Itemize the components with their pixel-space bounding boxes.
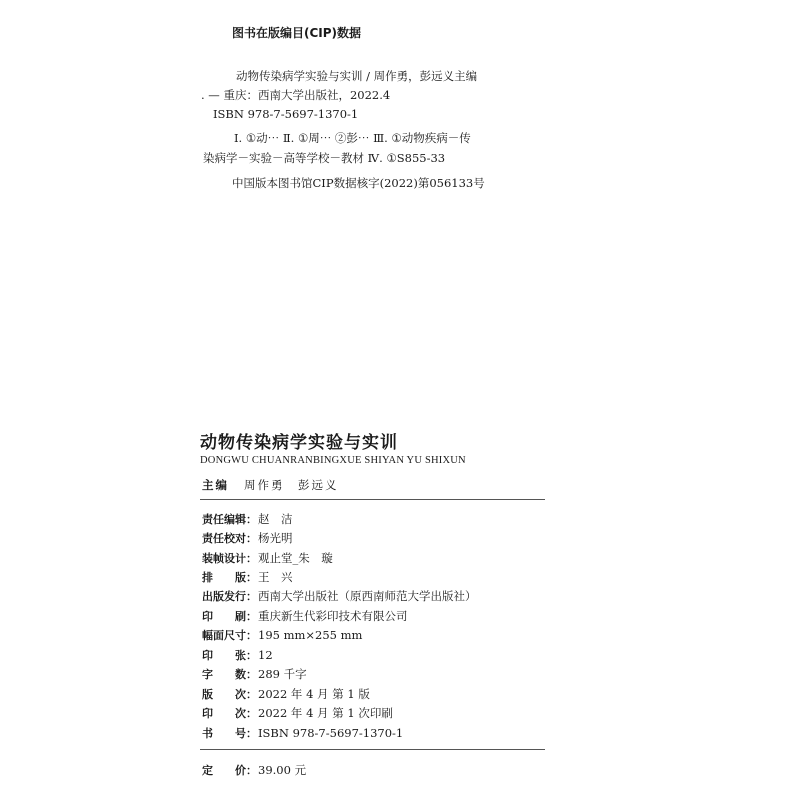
credit-row-publisher — [202, 588, 477, 604]
cip-line-publisher: . — 重庆：西南大学出版社，2022.4 — [201, 88, 391, 102]
cip-line-isbn: ISBN 978-7-5697-1370-1 — [213, 107, 359, 121]
cip-line-classification-1: Ⅰ. ①动⋯ Ⅱ. ①周⋯ ②彭⋯ Ⅲ. ①动物疾病－传 — [234, 131, 471, 145]
credit-value: 重庆新生代彩印技术有限公司 — [258, 609, 408, 623]
cip-line-record-number: 中国版本图书馆CIP数据核字(2022)第056133号 — [232, 176, 485, 190]
credit-row-sheets — [202, 647, 273, 663]
divider-bottom — [200, 749, 545, 750]
credit-value: 赵 洁 — [258, 512, 293, 526]
credit-label: 幅面尺寸： — [202, 629, 257, 642]
credit-value: 289 千字 — [258, 667, 307, 681]
credit-label: 版 次： — [202, 688, 257, 701]
credit-value: 195 mm×255 mm — [258, 628, 363, 642]
divider-top — [200, 499, 545, 500]
credit-label: 责任校对： — [202, 532, 257, 545]
credit-value: 2022 年 4 月 第 1 版 — [258, 687, 370, 701]
cip-line-classification-2: 染病学－实验－高等学校－教材 Ⅳ. ①S855-33 — [203, 151, 446, 165]
book-title: 动物传染病学实验与实训 — [200, 433, 398, 453]
price-label: 定 价： — [202, 764, 257, 777]
credit-row-editor — [202, 511, 293, 527]
credit-row-word-count — [202, 666, 307, 682]
credit-label: 印 刷： — [202, 610, 257, 623]
cip-line-title: 动物传染病学实验与实训 / 周作勇，彭远义主编 — [236, 69, 478, 83]
credit-row-edition — [202, 686, 370, 702]
credit-row-designer — [202, 550, 333, 566]
credit-label: 印 次： — [202, 707, 257, 720]
credit-label: 书 号： — [202, 727, 257, 740]
credit-value: 王 兴 — [258, 570, 293, 584]
price-value: 39.00 元 — [258, 763, 307, 777]
credit-value: ISBN 978-7-5697-1370-1 — [258, 726, 404, 740]
editors-names: 周作勇 彭远义 — [244, 478, 339, 492]
credit-value: 观止堂_朱 璇 — [258, 551, 333, 565]
credit-row-printer — [202, 608, 408, 624]
credit-row-price — [202, 762, 306, 778]
credit-value: 杨光明 — [258, 531, 293, 545]
credit-value: 西南大学出版社（原西南师范大学出版社） — [258, 589, 477, 603]
credit-row-proofreader — [202, 530, 293, 546]
credit-label: 排 版： — [202, 571, 257, 584]
credit-row-isbn — [202, 725, 403, 741]
credit-label: 装帧设计： — [202, 552, 257, 565]
credit-label: 字 数： — [202, 668, 257, 681]
editors-label: 主编 — [202, 478, 229, 492]
cip-heading: 图书在版编目(CIP)数据 — [232, 26, 362, 40]
credit-value: 12 — [258, 648, 273, 662]
credit-label: 出版发行： — [202, 590, 257, 603]
credit-label: 印 张： — [202, 649, 257, 662]
credit-row-printing — [202, 705, 393, 721]
book-title-pinyin: DONGWU CHUANRANBINGXUE SHIYAN YU SHIXUN — [200, 455, 466, 466]
credit-label: 责任编辑： — [202, 513, 257, 526]
credit-value: 2022 年 4 月 第 1 次印刷 — [258, 706, 393, 720]
credit-row-format — [202, 627, 362, 643]
credit-row-typesetting — [202, 569, 293, 585]
